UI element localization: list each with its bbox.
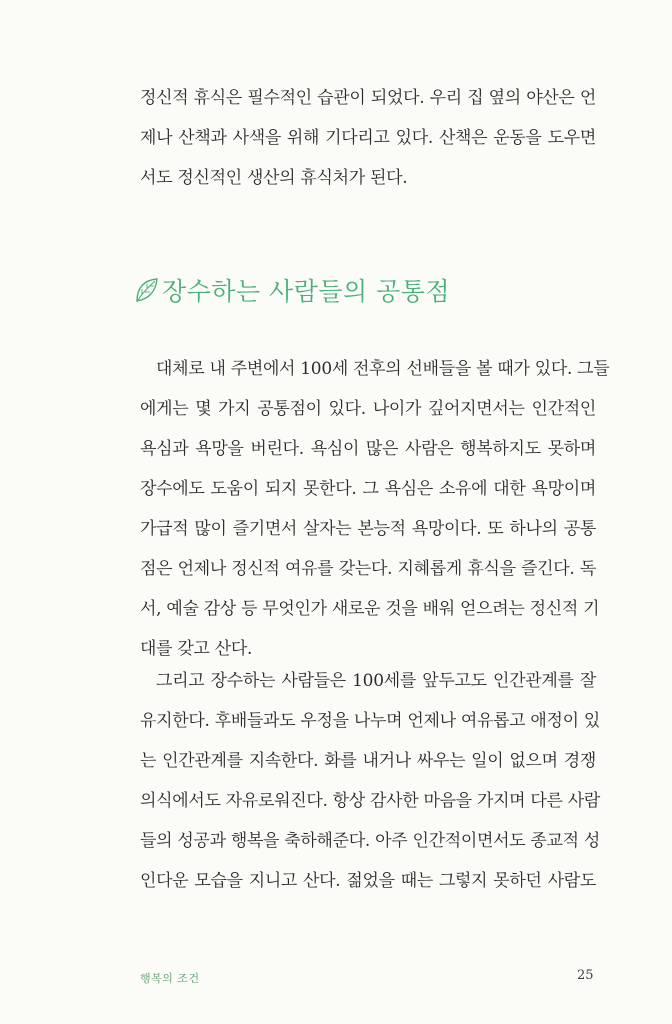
text-line: 욕심과 욕망을 버린다. 욕심이 많은 사람은 행복하지도 못하며 [140,439,596,459]
leaf-icon [134,276,160,304]
text-line: 인다운 모습을 지니고 산다. 젊었을 때는 그렇지 못하던 사람도 [140,871,596,891]
page-number: 25 [577,968,594,983]
text-line: 정신적 휴식은 필수적인 습관이 되었다. 우리 집 옆의 야산은 언 [140,88,596,108]
section-heading-text: 장수하는 사람들의 공통점 [162,277,451,306]
paragraph-1 [140,78,596,198]
text-line: 서, 예술 감상 등 무엇인가 새로운 것을 배워 얻으려는 정신적 기 [140,599,600,619]
paragraph-2 [140,349,610,669]
text-line: 들의 성공과 행복을 축하해준다. 아주 인간적이면서도 종교적 성 [140,831,601,851]
text-line: 대체로 내 주변에서 100세 전후의 선배들을 볼 때가 있다. 그들 [156,359,610,379]
section-heading [134,262,450,312]
text-line: 는 인간관계를 지속한다. 화를 내거나 싸우는 일이 없으며 경쟁 [140,751,596,771]
text-line: 장수에도 도움이 되지 못한다. 그 욕심은 소유에 대한 욕망이며 [140,479,596,499]
text-line: 에게는 몇 가지 공통점이 있다. 나이가 깊어지면서는 인간적인 [140,399,596,419]
text-line: 점은 언제나 정신적 여유를 갖는다. 지혜롭게 휴식을 즐긴다. 독 [140,559,596,579]
text-line: 서도 정신적인 생산의 휴식처가 된다. [140,168,408,188]
footer-book-title: 행복의 조건 [140,972,200,985]
text-line: 유지한다. 후배들과도 우정을 나누며 언제나 여유롭고 애정이 있 [140,711,601,731]
text-line: 의식에서도 자유로워진다. 항상 감사한 마음을 가지며 다른 사람 [140,791,601,811]
text-line: 가급적 많이 즐기면서 살자는 본능적 욕망이다. 또 하나의 공통 [140,519,596,539]
paragraph-3 [140,661,601,901]
text-line: 그리고 장수하는 사람들은 100세를 앞두고도 인간관계를 잘 [156,671,596,691]
text-line: 대를 갖고 산다. [140,639,253,659]
text-line: 제나 산책과 사색을 위해 기다리고 있다. 산책은 운동을 도우면 [140,128,596,148]
